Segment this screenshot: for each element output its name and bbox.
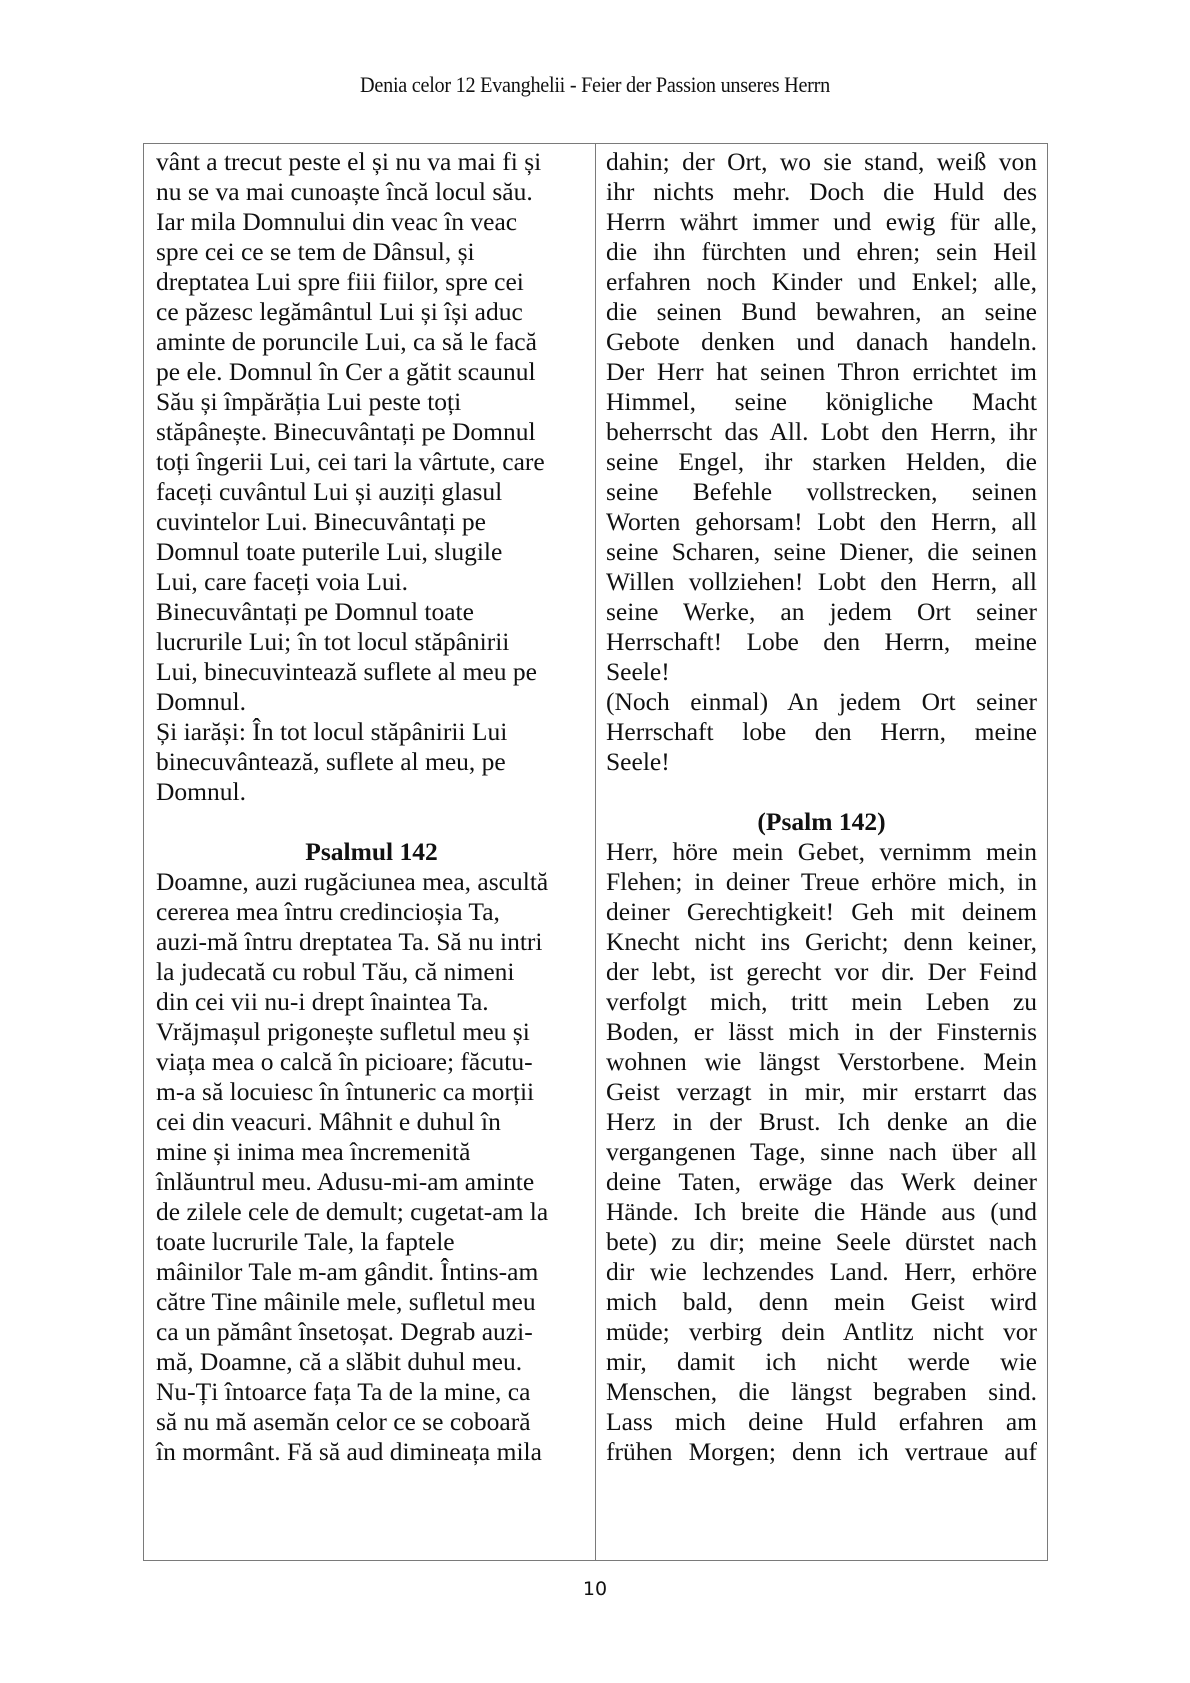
text-line: Boden, er lässt mich in der Finsternis (606, 1017, 1037, 1046)
text-line: Herrn währt immer und ewig für alle, (606, 207, 1037, 236)
text-line: aminte de poruncile Lui, ca să le facă (156, 327, 537, 356)
text-line: Herrschaft lobe den Herrn, meine (606, 717, 1037, 746)
text-line: erfahren noch Kinder und Enkel; alle, (606, 267, 1037, 296)
text-line: Worten gehorsam! Lobt den Herrn, all (606, 507, 1037, 536)
text-line: dreptatea Lui spre fiii fiilor, spre cei (156, 267, 524, 296)
text-line: Lui, binecuvintează suflete al meu pe (156, 657, 537, 686)
text-line: din cei vii nu-i drept înaintea Ta. (156, 987, 489, 1016)
text-line: dahin; der Ort, wo sie stand, weiß von (606, 147, 1037, 176)
text-line: Vrăjmașul prigonește sufletul meu și (156, 1017, 530, 1046)
text-line: Flehen; in deiner Treue erhöre mich, in (606, 867, 1037, 896)
spacer (606, 777, 1037, 807)
text-line: Domnul. (156, 687, 246, 716)
text-line: Herr, höre mein Gebet, vernimm mein (606, 837, 1037, 866)
page-number: 10 (582, 1578, 608, 1600)
text-line: mine și inima mea încremenită (156, 1137, 471, 1166)
text-line: cuvintelor Lui. Binecuvântați pe (156, 507, 486, 536)
text-line: Knecht nicht ins Gericht; denn keiner, (606, 927, 1037, 956)
text-line: binecuvântează, suflete al meu, pe (156, 747, 506, 776)
text-line: de zilele cele de demult; cugetat-am la (156, 1197, 549, 1226)
text-line: deiner Gerechtigkeit! Geh mit deinem (606, 897, 1037, 926)
text-line: frühen Morgen; denn ich vertraue auf (606, 1437, 1037, 1466)
text-line: mâinilor Tale m-am gândit. Întins-am (156, 1257, 539, 1286)
text-line: m-a să locuiesc în întuneric ca morții (156, 1077, 535, 1106)
romanian-psalm-heading: Psalmul 142 (305, 837, 438, 866)
text-line: bete) zu dir; meine Seele dürstet nach (606, 1227, 1037, 1256)
text-line: la judecată cu robul Tău, că nimeni (156, 957, 515, 986)
text-line: seine Scharen, seine Diener, die seinen (606, 537, 1037, 566)
text-line: Geist verzagt in mir, mir erstarrt das (606, 1077, 1037, 1106)
text-line: Himmel, seine königliche Macht (606, 387, 1037, 416)
romanian-psalm-text (156, 867, 587, 1467)
text-line: toate lucrurile Tale, la faptele (156, 1227, 455, 1256)
text-line: viața mea o calcă în picioare; făcutu- (156, 1047, 533, 1076)
text-line: Seele! (606, 747, 670, 776)
text-line: die ihn fürchten und ehren; sein Heil (606, 237, 1037, 266)
text-line: Lass mich deine Huld erfahren am (606, 1407, 1037, 1436)
text-line: toți îngerii Lui, cei tari la vârtute, care (156, 447, 545, 476)
text-line: Menschen, die längst begraben sind. (606, 1377, 1037, 1406)
text-line: Iar mila Domnului din veac în veac (156, 207, 518, 236)
text-line: să nu mă asemăn celor ce se coboară (156, 1407, 531, 1436)
german-psalm-heading: (Psalm 142) (757, 807, 886, 836)
text-line: cererea mea întru credincioșia Ta, (156, 897, 500, 926)
text-line: înlăuntrul meu. Adusu-mi-am aminte (156, 1167, 535, 1196)
text-line: Binecuvântați pe Domnul toate (156, 597, 474, 626)
german-psalm-text (606, 837, 1037, 1467)
romanian-text-before (156, 147, 587, 807)
text-line: deine Taten, erwäge das Werk deiner (606, 1167, 1037, 1196)
text-line: Domnul. (156, 777, 246, 806)
text-line: mich bald, denn mein Geist wird (606, 1287, 1037, 1316)
spacer (156, 807, 587, 837)
text-line: müde; verbirg dein Antlitz nicht vor (606, 1317, 1037, 1346)
text-line: Său și împărăția Lui peste toți (156, 387, 462, 416)
german-text-before (606, 147, 1037, 777)
text-line: (Noch einmal) An jedem Ort seiner (606, 687, 1037, 716)
text-line: vergangenen Tage, sinne nach über all (606, 1137, 1037, 1166)
text-line: Și iarăși: În tot locul stăpânirii Lui (156, 717, 508, 746)
text-line: mă, Doamne, că a slăbit duhul meu. (156, 1347, 523, 1376)
text-line: Doamne, auzi rugăciunea mea, ascultă (156, 867, 549, 896)
text-line: Seele! (606, 657, 670, 686)
text-line: auzi-mă întru dreptatea Ta. Să nu intri (156, 927, 543, 956)
text-line: ce păzesc legământul Lui și își aduc (156, 297, 523, 326)
text-line: stăpânește. Binecuvântați pe Domnul (156, 417, 536, 446)
text-line: în mormânt. Fă să aud dimineața mila (156, 1437, 542, 1466)
text-line: dir wie lechzendes Land. Herr, erhöre (606, 1257, 1037, 1286)
text-line: seine Befehle vollstrecken, seinen (606, 477, 1037, 506)
text-line: lucrurile Lui; în tot locul stăpânirii (156, 627, 510, 656)
text-line: ca un pământ însetoșat. Degrab auzi- (156, 1317, 533, 1346)
text-line: către Tine mâinile mele, sufletul meu (156, 1287, 536, 1316)
text-line: Hände. Ich breite die Hände aus (und (606, 1197, 1037, 1226)
text-line: seine Werke, an jedem Ort seiner (606, 597, 1037, 626)
text-line: Nu-Ți întoarce fața Ta de la mine, ca (156, 1377, 531, 1406)
text-line: Gebote denken und danach handeln. (606, 327, 1037, 356)
text-line: Herz in der Brust. Ich denke an die (606, 1107, 1037, 1136)
text-line: die seinen Bund bewahren, an seine (606, 297, 1037, 326)
text-line: ihr nichts mehr. Doch die Huld des (606, 177, 1037, 206)
german-column (596, 144, 1047, 1560)
page-header: Denia celor 12 Evanghelii - Feier der Passion unseres Herrn (360, 72, 830, 97)
text-line: vânt a trecut peste el și nu va mai fi și (156, 147, 542, 176)
parallel-text-table (143, 143, 1048, 1561)
text-line: Der Herr hat seinen Thron errichtet im (606, 357, 1037, 386)
romanian-column (144, 144, 596, 1560)
text-line: Lui, care faceți voia Lui. (156, 567, 409, 596)
text-line: verfolgt mich, tritt mein Leben zu (606, 987, 1037, 1016)
text-line: Domnul toate puterile Lui, slugile (156, 537, 503, 566)
text-line: faceți cuvântul Lui și auziți glasul (156, 477, 503, 506)
text-line: nu se va mai cunoaște încă locul său. (156, 177, 533, 206)
text-line: pe ele. Domnul în Cer a gătit scaunul (156, 357, 536, 386)
text-line: der lebt, ist gerecht vor dir. Der Feind (606, 957, 1037, 986)
text-line: Herrschaft! Lobe den Herrn, meine (606, 627, 1037, 656)
text-line: spre cei ce se tem de Dânsul, și (156, 237, 475, 266)
text-line: beherrscht das All. Lobt den Herrn, ihr (606, 417, 1037, 446)
text-line: wohnen wie längst Verstorbene. Mein (606, 1047, 1037, 1076)
text-line: Willen vollziehen! Lobt den Herrn, all (606, 567, 1037, 596)
text-line: cei din veacuri. Mâhnit e duhul în (156, 1107, 501, 1136)
text-line: mir, damit ich nicht werde wie (606, 1347, 1037, 1376)
text-line: seine Engel, ihr starken Helden, die (606, 447, 1037, 476)
